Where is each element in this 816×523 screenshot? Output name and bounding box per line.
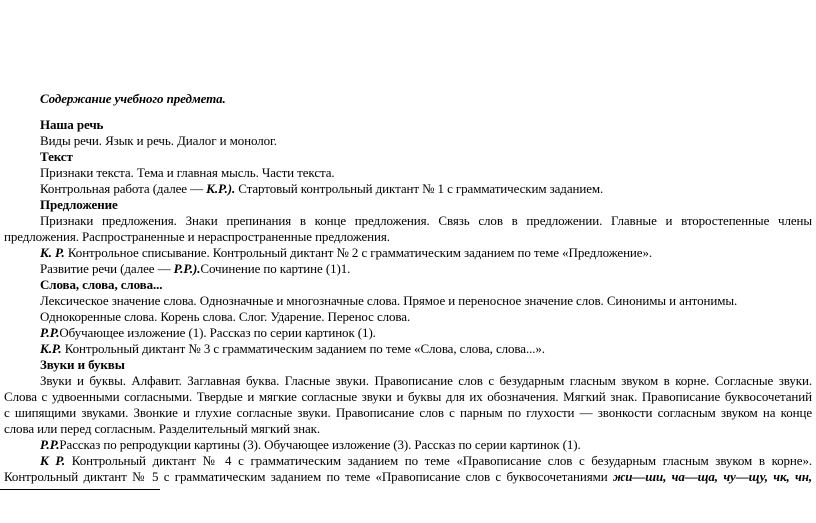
text-fragment: Обучающее изложение (1). Рассказ по серии картинок (1).: [59, 325, 376, 340]
text-fragment: Стартовый контрольный диктант № 1 с грамматическим заданием.: [235, 181, 604, 196]
text-fragment: Сочинение по картине (1)1.: [200, 261, 351, 276]
letter-combinations: жи—ши, ча—ща, чу—щу, чк, чн,: [612, 469, 812, 484]
justified-text: с шипящими звуками. Звонкие и глухие согласные звуки. Правописание слов с парным по глухости — звонкости согласным звуком на конце: [4, 405, 812, 420]
paragraph-line: [40, 437, 581, 453]
text-fragment: Развитие речи (далее —: [40, 261, 174, 276]
paragraph-line: Виды речи. Язык и речь. Диалог и монолог.: [40, 133, 277, 148]
abbreviation-rr: Р.Р.).: [173, 261, 201, 276]
paragraph-line: [40, 373, 812, 389]
section-heading-speech: Наша речь: [40, 117, 104, 132]
paragraph-line: Признаки текста. Тема и главная мысль. Части текста.: [40, 165, 335, 180]
text-fragment: Контрольный диктант № 4 с грамматическим заданием по теме «Правописание слов с безударным гласным звуком в корне».: [65, 453, 812, 468]
text-fragment: Контрольный диктант № 3 с грамматическим заданием по теме «Слова, слова, слова...».: [61, 341, 545, 356]
paragraph-line: [4, 405, 812, 421]
paragraph-line: [40, 181, 603, 197]
paragraph-line: [4, 469, 812, 485]
section-heading-sounds: Звуки и буквы: [40, 357, 125, 372]
abbreviation-kr: К.Р.).: [206, 181, 236, 196]
paragraph-line: предложения. Распространенные и нераспространенные предложения.: [4, 229, 390, 244]
abbreviation-rr: Р.Р.: [40, 437, 60, 452]
paragraph-line: Лексическое значение слова. Однозначные и многозначные слова. Прямое и переносное значение слов. Синонимы и антонимы.: [40, 293, 738, 308]
text-fragment: Контрольная работа (далее —: [40, 181, 207, 196]
abbreviation-kr: К.Р.: [40, 341, 62, 356]
paragraph-line: слова или перед согласным. Разделительный мягкий знак.: [4, 421, 321, 436]
paragraph-line: [40, 261, 350, 277]
abbreviation-rr: Р.Р.: [40, 325, 60, 340]
text-fragment: Контрольный диктант № 5 с грамматическим заданием по теме «Правописание слов с буквосочетаниями: [4, 469, 613, 484]
paragraph-line: [40, 213, 812, 229]
footnote-separator: [0, 489, 160, 490]
section-heading-sentence: Предложение: [40, 197, 118, 212]
paragraph-line: [40, 245, 652, 261]
text-fragment: Контрольное списывание. Контрольный диктант № 2 с грамматическим заданием по теме «Предложение».: [64, 245, 653, 260]
paragraph-line: [40, 325, 376, 341]
paragraph-line: Однокоренные слова. Корень слова. Слог. Ударение. Перенос слова.: [40, 309, 411, 324]
section-heading-words: Слова, слова, слова...: [40, 277, 163, 292]
abbreviation-kr: К. Р.: [40, 245, 65, 260]
justified-text: Признаки предложения. Знаки препинания в конце предложения. Связь слов в предложении. Главные и второстепенные члены: [40, 213, 812, 228]
abbreviation-kr: К Р.: [40, 453, 66, 468]
justified-text: Слова с удвоенными согласными. Твердые и мягкие согласные звуки и буквы для их обозначения. Мягкий знак. Правописание буквосочетаний: [4, 389, 812, 404]
paragraph-line: [40, 341, 545, 357]
justified-text: [4, 469, 812, 485]
paragraph-line: [40, 453, 812, 469]
justified-text: Звуки и буквы. Алфавит. Заглавная буква. Гласные звуки. Правописание слов с безударным гласным звуком в корне. Согласные звуки.: [40, 373, 812, 388]
paragraph-line: [4, 389, 812, 405]
section-heading-text: Текст: [40, 149, 73, 164]
document-title: Содержание учебного предмета.: [40, 91, 226, 106]
justified-text: [40, 453, 812, 469]
text-fragment: Рассказ по репродукции картины (3). Обучающее изложение (3). Рассказ по серии картинок (1).: [59, 437, 581, 452]
